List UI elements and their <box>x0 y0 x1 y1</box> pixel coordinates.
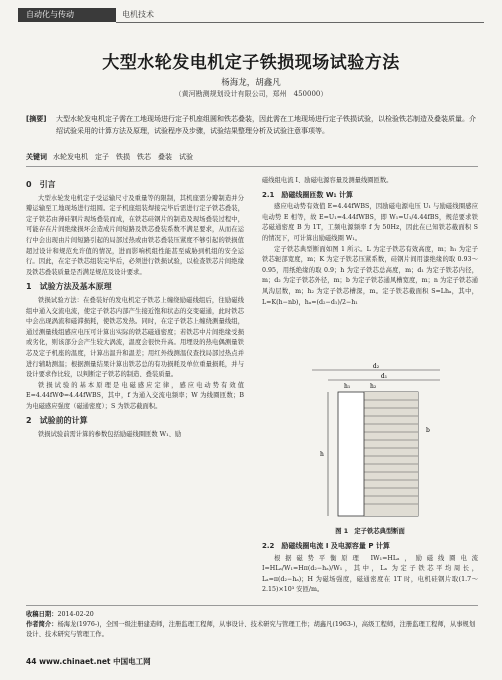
abstract-divider <box>26 166 478 167</box>
footer-journal: 中国电工网 <box>113 657 151 666</box>
section-heading-method: 1 试验方法及基本原理 <box>26 282 112 292</box>
label-d1: d₁ <box>380 373 388 380</box>
header-rule <box>116 22 484 23</box>
keywords <box>26 152 478 162</box>
article-authors: 杨海龙，胡鑫凡 <box>221 78 281 88</box>
journal-header <box>18 8 484 24</box>
section-heading-calc: 2 试验前的计算 <box>26 416 88 426</box>
figure-caption: 图 1 定子铁芯典型断面 <box>335 528 405 535</box>
footnote <box>26 610 478 640</box>
lamination-stack <box>364 392 418 516</box>
received-label: 收稿日期： <box>26 611 58 618</box>
paragraph: 铁损试验方法：在叠装好的发电机定子铁芯上缠绕励磁线组后，往励磁线组中通入交流电流，使定子铁芯内部产生接近饱和状态的交变磁通，此时铁芯中会出现涡流和磁滞损耗，使铁芯发热。同时，在定子铁芯上缠绕测量线组，通过测量线组感应电压可计算出实际的铁芯磁通密度；若铁芯中片间绝缘受损或劣化，则该部分会产生较大涡流，温度会很快升高。用埋设的热电偶测量铁芯及定子机座的温度，计算出温升和温差；用红外线测温仪查找局部过热点并进行辅助测温；根据测量结果计算出铁芯总的有功损耗及单位重量损耗，并与设计要求作比较，以判断定子铁芯的制造、叠装质量。 <box>26 296 244 379</box>
paragraph: 定子铁芯典型断面如图 1 所示。L 为定子铁芯有效高度，m；h₁ 为定子铁芯轭部宽度，m；K 为定子铁芯压紧系数，硅钢片间用漆绝缘的取 0.93～0.95，用纸绝缘的取 0.9；h 为定子铁芯总高度，m；d₁ 为定子铁芯内径，m；d₂ 为定子铁芯外径，m；b 为定子铁芯通风槽宽度，m；n 为定子铁芯通风沟层数，m；h₂ 为定子铁芯槽深，m。定子铁芯截面积 S=Lhₐ，其中，L=K(h−nb)，hₐ=(d₂−d₁)/2−h₁ <box>262 245 478 306</box>
label-h2: h₂ <box>370 383 377 390</box>
author-bio-label: 作者简介： <box>26 621 58 628</box>
journal-tag: 自动化与传动 <box>18 8 116 22</box>
label-h1: h₁ <box>344 383 351 390</box>
abstract-text: 大型水轮发电机定子需在工地现场进行定子机座组圆和铁芯叠装，因此需在工地现场进行定子铁损试验，以检验铁芯制造及叠装质量。介绍试验采用的计算方法及原理，试验程序及步骤，试验结果整理分析及试验注意事项等。 <box>56 115 476 135</box>
article-affiliation: （黄河勘测规划设计有限公司，郑州 450000） <box>174 90 328 98</box>
section-heading-intro: 0 引言 <box>26 180 56 189</box>
section-label: 电机技术 <box>122 10 154 19</box>
abstract <box>26 113 478 137</box>
paragraph: 铁损试验的基本原理是电磁感应定律，感应电动势有效值 E=4.44fWΦ=4.44fWBS，其中，f 为通入交流电频率；W 为线圈匝数；B 为电磁感应强度（磁通密度）；S 为铁芯截面积。 <box>26 381 244 410</box>
right-column-top <box>262 176 478 308</box>
page-number: 44 <box>26 657 37 666</box>
article-title: 大型水轮发电机定子铁损现场试验方法 <box>102 53 400 73</box>
received-date: 2014-02-20 <box>57 611 94 618</box>
footer-site: www.chinaet.net <box>39 657 111 666</box>
paragraph: 铁损试验前需计算的参数包括励磁线圈匝数 W₁、励 <box>38 431 182 439</box>
label-d2: d₂ <box>372 363 380 370</box>
label-b: b <box>426 427 430 434</box>
paragraph: 大型水轮发电机定子受运输尺寸及重量等的限制，其机座需分瓣制造并分瓣运输至工地现场进行组圆。定子机座组装焊接完毕后需进行定子铁芯叠装，定子铁芯由薄硅钢片现场叠装而成，在铁芯硅钢片的制造及现场叠装过程中，可能存在片间绝缘损坏会造成片间短路及铁芯叠装系数不满足要求，从而在运行中会出现由片间短路引起的局部过热或由铁芯叠装压紧度不够引起的铁损值超过设计和规范允许值的情况，进而影响机组性能甚至威胁到机组的安全运行。因此，在定子铁芯组装完毕后，必须进行铁损试验，以检查铁芯片间绝缘及铁芯叠装质量是否满足规范及设计要求。 <box>26 194 244 276</box>
paragraph: 磁线组电流 I、励磁电源容量及测量线圈匝数。 <box>262 177 393 184</box>
keywords-text: 水轮发电机 定子 铁损 铁芯 叠装 试验 <box>53 153 193 161</box>
left-column <box>26 176 244 441</box>
page-footer <box>26 656 151 667</box>
label-h: h <box>320 451 324 458</box>
stator-core-diagram <box>308 362 444 522</box>
keywords-label: 关键词 <box>26 153 47 161</box>
right-column-bottom <box>262 538 478 596</box>
abstract-label: [摘要] <box>26 115 47 123</box>
paragraph: 根据磁势平衡原理 IW₁=HLₐ，励磁线圈电流 I=HLₐ/W₁=Hπ(d₂−hₐ)/W₁，其中，Lₐ 为定子铁芯平均周长，Lₐ=π(d₂−hₐ)；H 为磁场强度，磁通密度在 1T 时，电机硅钢片取(1.7～2.15)×10³ 安匝/m。 <box>262 554 478 594</box>
footnote-divider <box>26 605 478 606</box>
subsection-heading: 2.1 励磁线圈匝数 W₁ 计算 <box>262 190 354 199</box>
subsection-heading: 2.2 励磁线圈电流 I 及电源容量 P 计算 <box>262 542 390 550</box>
paragraph: 感应电动势有效值 E=4.44fWBS，因励磁电源电压 U₁ 与励磁线圈感应电动势 E 相等，故 E=U₁=4.44fWBS，即 W₁=U₁/4.44fBS，规范要求铁芯磁通密度 B 为 1T，工频电源频率 f 为 50Hz，因此在已知铁芯截面积 S 的情况下，可计算出励磁线圈 W₁。 <box>262 203 478 242</box>
author-bio: 杨海龙(1976-)，全国一级注册建造师，注册监理工程师，从事设计、技术研究与管理工作；胡鑫凡(1963-)，高级工程师，注册监理工程师，从事规划设计、技术研究与管理工作。 <box>26 621 476 638</box>
